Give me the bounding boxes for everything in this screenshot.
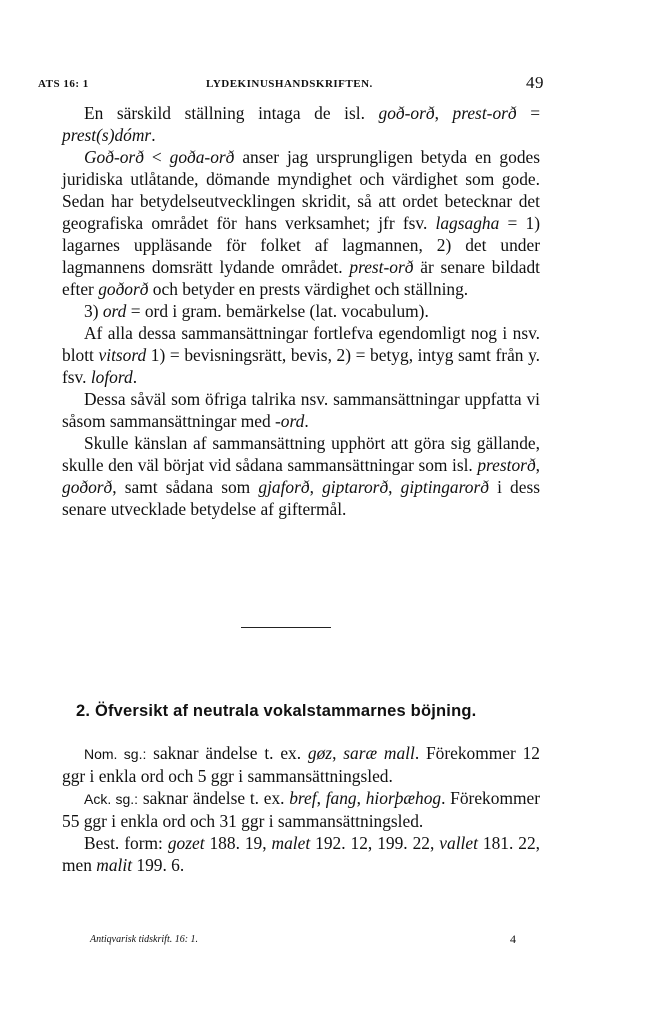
- text-run: 3): [84, 301, 103, 321]
- text-run: i dess senare utvecklade betydelse af giftermål.: [62, 477, 541, 519]
- text-run: ,: [309, 477, 323, 497]
- running-title: LYDEKINUSHANDSKRIFTEN.: [206, 78, 373, 90]
- text-run: ,: [356, 788, 366, 808]
- italic-term: goð-orð: [378, 103, 435, 123]
- text-run: anser jag ursprungligen betyda en godes juridiska utlåtande, dömande myndighet och värdighet som gode. Sedan har betydelseutvecklingen skridit, så att ordet betecknar det geografiska området för hans verksamhet; jfr fsv.: [62, 147, 540, 233]
- paragraph: [62, 832, 540, 876]
- italic-term: ord: [102, 301, 127, 321]
- text-run: Best. form:: [84, 833, 168, 853]
- section-divider: [241, 627, 331, 628]
- text-run: =: [516, 103, 541, 123]
- text-run: 188. 19,: [204, 833, 272, 853]
- paragraph: [62, 322, 540, 388]
- italic-term: prest(s)dómr: [62, 125, 152, 145]
- paragraph: [62, 432, 540, 520]
- italic-term: gøz: [307, 743, 333, 763]
- text-run: ,: [316, 788, 326, 808]
- text-run: Dessa såväl som öfriga talrika nsv. sammansättningar uppfatta vi såsom sammansättningar med: [62, 389, 540, 431]
- text-run: saknar ändelse t. ex.: [146, 743, 308, 763]
- italic-term: -ord: [275, 411, 305, 431]
- italic-term: vallet: [439, 833, 478, 853]
- signature-mark: 4: [510, 932, 516, 946]
- case-label: Nom. sg.:: [84, 746, 147, 762]
- text-run: . Förekommer 55 ggr i enkla ord och 31 ggr i sammansättningsled.: [62, 788, 541, 831]
- italic-term: prest-orð: [349, 257, 414, 277]
- italic-term: giptarorð: [322, 477, 389, 497]
- page-number: 49: [526, 73, 544, 92]
- italic-term: bref: [289, 788, 317, 808]
- footer-journal: Antiqvarisk tidskrift. 16: 1.: [90, 934, 199, 945]
- text-run: 181. 22, men: [62, 833, 540, 875]
- section-heading: 2. Öfversikt af neutrala vokalstammarnes böjning.: [76, 702, 477, 720]
- text-run: 192. 12, 199. 22,: [310, 833, 440, 853]
- italic-term: gjaforð: [258, 477, 310, 497]
- italic-term: malet: [271, 833, 311, 853]
- paragraph: [62, 300, 540, 322]
- text-run: .: [304, 411, 309, 431]
- italic-term: vitsord: [98, 345, 147, 365]
- text-run: Skulle känslan af sammansättning upphört att göra sig gällande, skulle den väl börjat vid sådana sammansättningar som isl.: [62, 433, 540, 475]
- italic-term: saræ mall: [343, 743, 415, 763]
- text-run: saknar ändelse t. ex.: [138, 788, 290, 808]
- text-run: .: [132, 367, 138, 387]
- italic-term: fang: [325, 788, 357, 808]
- text-run: 1) = bevisningsrätt, bevis, 2) = betyg, intyg samt från y. fsv.: [62, 345, 541, 387]
- main-text: [62, 102, 540, 520]
- italic-term: goða-orð: [169, 147, 235, 167]
- text-run: Af alla dessa sammansättningar fortlefva egendomligt nog i nsv. blott: [62, 323, 540, 365]
- italic-term: gozet: [167, 833, 205, 853]
- text-run: är senare bildadt efter: [62, 257, 540, 299]
- text-run: och betyder en prests värdighet och ställning.: [148, 279, 469, 299]
- section-text: [62, 742, 540, 876]
- italic-term: Goð-orð: [84, 147, 144, 167]
- text-run: En särskild ställning intaga de isl.: [84, 103, 379, 123]
- text-run: ,: [434, 103, 453, 123]
- text-run: <: [143, 147, 170, 167]
- case-label: Ack. sg.:: [84, 791, 139, 807]
- text-run: 199. 6.: [132, 855, 185, 875]
- text-run: , samt sådana som: [112, 477, 259, 497]
- italic-term: goðorð: [62, 477, 113, 497]
- paragraph: [62, 787, 540, 832]
- text-run: ,: [332, 743, 344, 763]
- italic-term: loford: [90, 367, 133, 387]
- paragraph: [62, 742, 540, 787]
- italic-term: hiorþæhog: [365, 788, 442, 808]
- text-run: = 1) lagarnes uppläsande för folket af lagmannen, 2) det under lagmannens domsrätt lydande området.: [62, 213, 540, 277]
- italic-term: prest-orð: [452, 103, 517, 123]
- text-run: ,: [388, 477, 401, 497]
- text-run: ,: [535, 455, 540, 475]
- page-footer: [90, 934, 516, 945]
- italic-term: malit: [96, 855, 133, 875]
- paragraph: [62, 102, 540, 146]
- running-header: [38, 73, 544, 96]
- text-run: .: [151, 125, 156, 145]
- italic-term: prestorð: [477, 455, 536, 475]
- text-run: = ord i gram. bemärkelse (lat. vocabulum).: [126, 301, 429, 321]
- paragraph: [62, 146, 540, 300]
- journal-reference: ATS 16: 1: [38, 78, 89, 90]
- italic-term: goðorð: [98, 279, 149, 299]
- text-run: . Förekommer 12 ggr i enkla ord och 5 ggr i sammansättningsled.: [62, 743, 541, 786]
- italic-term: giptingarorð: [400, 477, 489, 497]
- italic-term: lagsagha: [435, 213, 500, 233]
- paragraph: [62, 388, 540, 432]
